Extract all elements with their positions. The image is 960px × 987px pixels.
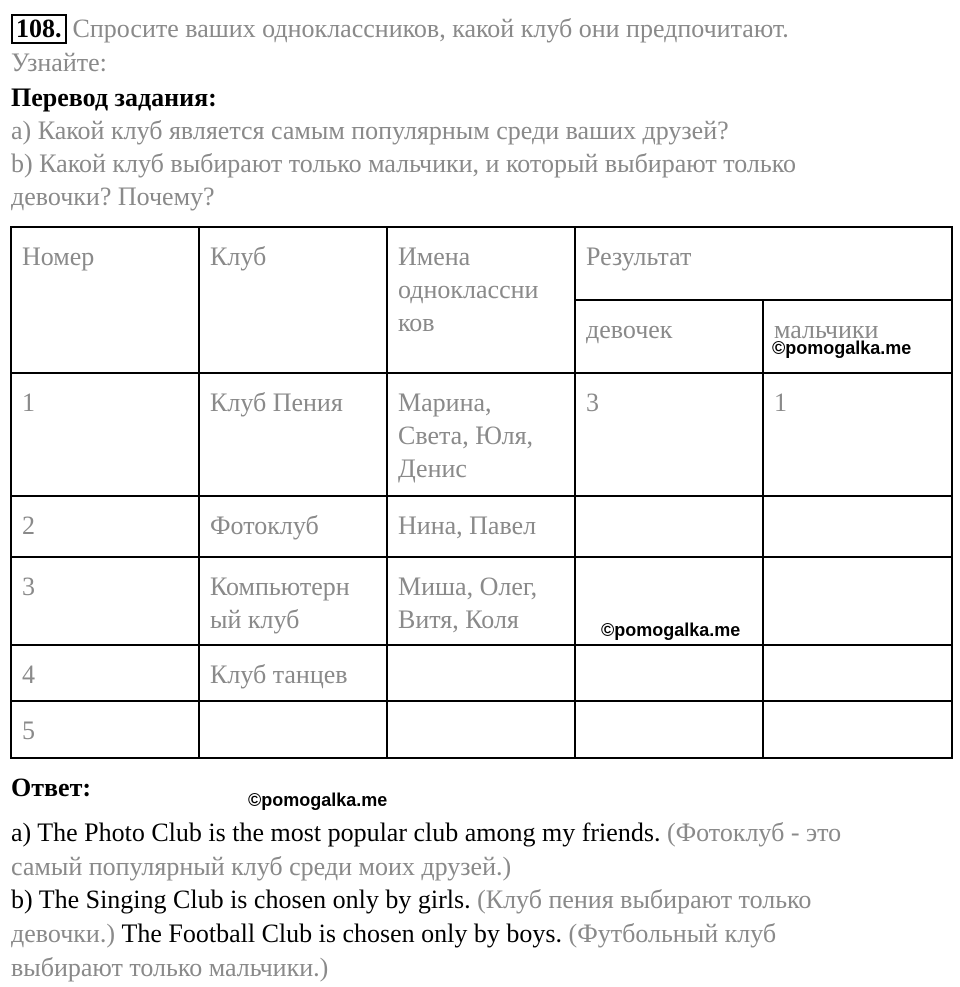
cell-number: 4 — [11, 645, 199, 701]
cell-club — [199, 373, 387, 496]
cell-names — [387, 373, 575, 496]
translation-b-line-1: b) Какой клуб выбирают только мальчики, и который выбирают только — [11, 149, 797, 178]
cell-names-line: Нина, Павел — [398, 511, 537, 540]
task-line-2: Узнайте: — [11, 48, 107, 77]
translation-a: a) Какой клуб является самым популярным среди ваших друзей? — [11, 116, 729, 145]
cell-names — [387, 701, 575, 758]
cell-boys — [763, 701, 952, 758]
table-row — [11, 373, 952, 496]
answer-b-line-2 — [11, 917, 776, 950]
cell-club-line: ый клуб — [210, 605, 300, 634]
header-number: Номер — [11, 227, 199, 373]
cell-club-line: Клуб танцев — [210, 660, 348, 689]
cell-names — [387, 496, 575, 557]
cell-club — [199, 701, 387, 758]
watermark: ©pomogalka.me — [601, 620, 741, 640]
cell-names-line: Света, Юля, — [398, 421, 534, 450]
task-number: 108. — [11, 14, 67, 44]
translation-heading: Перевод задания: — [11, 83, 217, 112]
answer-b-line-1 — [11, 883, 811, 916]
watermark: ©pomogalka.me — [248, 790, 388, 810]
answer-c-line-2: выбирают только мальчики.) — [11, 953, 329, 982]
answer-b-russian-cont: девочки.) — [11, 919, 115, 948]
cell-girls — [575, 496, 763, 557]
header-boys: мальчики — [763, 300, 952, 373]
table-header-row — [11, 227, 952, 300]
cell-number: 5 — [11, 701, 199, 758]
cell-boys — [763, 557, 952, 645]
answer-a-line-2: самый популярный клуб среди моих друзей.) — [11, 852, 512, 881]
task-text: Спросите ваших одноклассников, какой клуб они предпочитают. — [72, 14, 789, 43]
answer-b-russian: (Клуб пения выбирают только — [477, 885, 812, 914]
answer-c-russian: (Футбольный клуб — [568, 919, 777, 948]
cell-names-line: Денис — [398, 454, 467, 483]
cell-club — [199, 557, 387, 645]
cell-club-line: Компьютерн — [210, 572, 350, 601]
answer-a-english: a) The Photo Club is the most popular club among my friends. — [11, 818, 661, 847]
cell-names — [387, 645, 575, 701]
cell-names-line: Миша, Олег, — [398, 572, 538, 601]
cell-girls — [575, 701, 763, 758]
cell-number: 1 — [11, 373, 199, 496]
cell-names-line: Марина, — [398, 388, 492, 417]
answer-c-english: The Football Club is chosen only by boys. — [121, 919, 563, 948]
translation-b-line-2: девочки? Почему? — [11, 182, 215, 211]
table-row — [11, 701, 952, 758]
cell-club-line: Клуб Пения — [210, 388, 343, 417]
cell-names-line: Витя, Коля — [398, 605, 519, 634]
cell-boys — [763, 645, 952, 701]
cell-boys: 1 — [763, 373, 952, 496]
cell-club — [199, 645, 387, 701]
cell-number: 3 — [11, 557, 199, 645]
table-row — [11, 557, 952, 645]
answer-a-russian: (Фотоклуб - это — [666, 818, 842, 847]
header-names-line: ков — [398, 308, 435, 337]
watermark: ©pomogalka.me — [772, 338, 912, 358]
header-girls: девочек — [575, 300, 763, 373]
header-result: Результат — [575, 227, 952, 300]
header-names — [387, 227, 575, 373]
header-names-line: Имена — [398, 242, 471, 271]
answer-b-english: b) The Singing Club is chosen only by girls. — [11, 885, 471, 914]
cell-club — [199, 496, 387, 557]
cell-number: 2 — [11, 496, 199, 557]
cell-club-line: Фотоклуб — [210, 511, 319, 540]
table-row — [11, 496, 952, 557]
answer-a-line-1 — [11, 816, 841, 849]
header-club: Клуб — [199, 227, 387, 373]
task-line-1 — [11, 12, 789, 45]
cell-girls — [575, 645, 763, 701]
header-names-line: одноклассни — [398, 275, 539, 304]
answer-heading: Ответ: — [11, 773, 92, 802]
cell-names — [387, 557, 575, 645]
clubs-table — [10, 226, 953, 759]
table-row — [11, 645, 952, 701]
cell-girls: 3 — [575, 373, 763, 496]
cell-boys — [763, 496, 952, 557]
